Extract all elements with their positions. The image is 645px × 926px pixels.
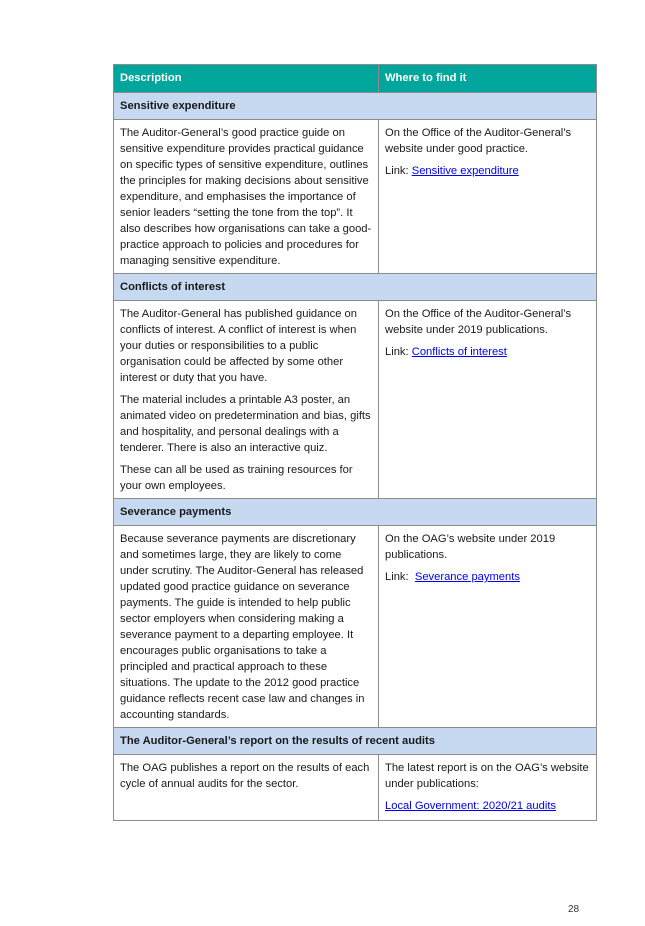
page-number: 28 xyxy=(568,904,580,915)
section-row-sensitive-expenditure xyxy=(114,93,597,120)
where-cell xyxy=(379,755,597,821)
table-row xyxy=(114,301,597,499)
description-cell xyxy=(114,526,379,728)
link-line xyxy=(385,798,590,814)
link-prefix: Link: xyxy=(385,165,412,177)
description-cell xyxy=(114,301,379,499)
description-paragraph: The Auditor-General has published guidance on conflicts of interest. A conflict of interest is when your duties or responsibilities to a public organisation could be affected by some other interest or duty that you have. xyxy=(120,308,357,384)
table-row xyxy=(114,755,597,821)
sensitive-expenditure-link[interactable]: Sensitive expenditure xyxy=(411,165,519,177)
description-cell xyxy=(114,120,379,274)
link-prefix: Link: xyxy=(385,346,412,358)
severance-payments-link[interactable]: Severance payments xyxy=(414,571,520,583)
description-paragraph: The OAG publishes a report on the results of each cycle of annual audits for the sector. xyxy=(120,762,370,790)
table-header-row xyxy=(114,65,597,93)
column-header-description: Description xyxy=(114,65,379,93)
where-text: On the Office of the Auditor-General’s website under good practice. xyxy=(385,127,572,155)
link-prefix: Link: xyxy=(385,571,415,583)
link-line xyxy=(385,163,590,179)
local-government-audits-link[interactable]: Local Government: 2020/21 audits xyxy=(385,800,557,812)
section-row-recent-audits-report xyxy=(114,728,597,755)
where-text: On the Office of the Auditor-General’s website under 2019 publications. xyxy=(385,308,572,336)
description-paragraph: Because severance payments are discretionary and sometimes large, they are likely to come under scrutiny. The Auditor-General has released updated good practice guidance on severance payments. The guide is intended to help public sector employers when considering making a severance payment to a departing employee. It encourages public organisations to take a principled and practical approach to these situations. The update to the 2012 good practice guidance reflects recent case law and changes in accounting standards. xyxy=(120,533,365,721)
link-line xyxy=(385,344,590,360)
link-line xyxy=(385,569,590,585)
description-cell xyxy=(114,755,379,821)
description-paragraph: The Auditor-General’s good practice guide on sensitive expenditure provides practical guidance on specific types of sensitive expenditure, outlines the principles for making decisions about sensitive expenditure, and emphasises the importance of senior leaders “setting the tone from the top”. It also describes how organisations can take a good-practice approach to policies and procedures for managing sensitive expenditure. xyxy=(120,127,372,267)
column-header-where: Where to find it xyxy=(379,65,597,93)
where-cell xyxy=(379,120,597,274)
section-row-severance-payments xyxy=(114,499,597,526)
where-text: On the OAG’s website under 2019 publications. xyxy=(385,533,556,561)
section-row-conflicts-of-interest xyxy=(114,274,597,301)
table-row xyxy=(114,120,597,274)
where-cell xyxy=(379,526,597,728)
section-title: The Auditor-General’s report on the results of recent audits xyxy=(114,728,597,755)
description-paragraph: These can all be used as training resources for your own employees. xyxy=(120,464,353,492)
section-title: Conflicts of interest xyxy=(114,274,597,301)
section-title: Sensitive expenditure xyxy=(114,93,597,120)
where-cell xyxy=(379,301,597,499)
description-paragraph: The material includes a printable A3 poster, an animated video on predetermination and bias, gifts and hospitality, and personal dealings with a tenderer. There is also an interactive quiz. xyxy=(120,394,371,454)
table-row xyxy=(114,526,597,728)
conflicts-of-interest-link[interactable]: Conflicts of interest xyxy=(411,346,507,358)
section-title: Severance payments xyxy=(114,499,597,526)
resources-table xyxy=(113,64,597,821)
where-text: The latest report is on the OAG’s website under publications: xyxy=(385,762,589,790)
